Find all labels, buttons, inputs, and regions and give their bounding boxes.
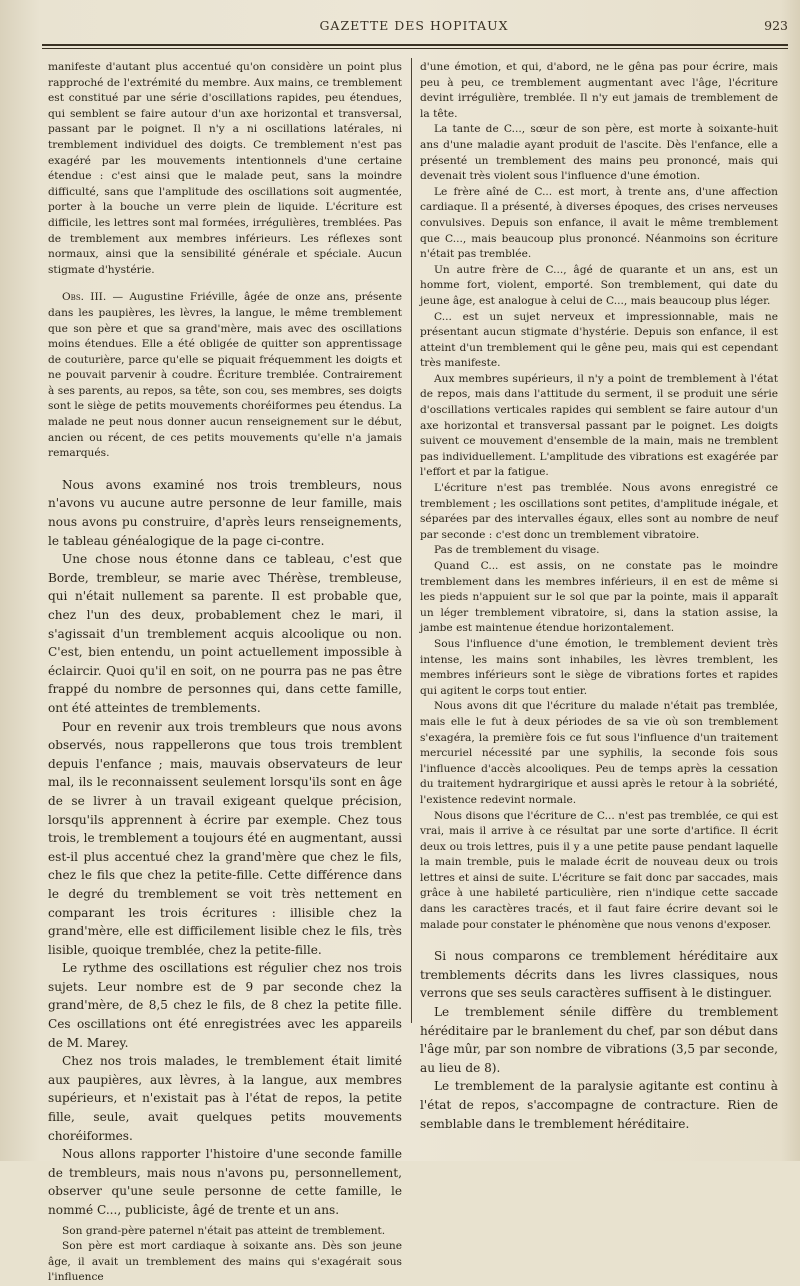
left-column <box>48 60 403 1284</box>
column-divider <box>411 58 412 1023</box>
paragraph: Si nous comparons ce tremblement héréditaire aux tremblements décrits dans les livres classiques, nous verrons que ses seuls caractères suffisent à le distinguer. <box>420 949 778 1001</box>
paragraph: Nous avons examiné nos trois trembleurs, nous n'avons vu aucune autre personne de leur famille, mais nous avons pu construire, d'après leurs renseignements, le tableau généalogique de la page ci-contre. <box>48 477 402 548</box>
paragraph: d'une émotion, et qui, d'abord, ne le gêna pas pour écrire, mais peu à peu, ce tremblement augmentant avec l'âge, l'écriture devint irrégulière, tremblée. Il n'y eut jamais de tremblement de la tête. <box>420 61 778 120</box>
paragraph: Nous allons rapporter l'histoire d'une seconde famille de trembleurs, mais nous n'avons pu, personnellement, observer qu'une seule personne de cette famille, le nommé C..., publiciste, âgé de trente et un ans. <box>48 1147 402 1217</box>
paragraph: Son grand-père paternel n'était pas atteint de tremblement. <box>62 1224 386 1237</box>
paragraph: Pas de tremblement du visage. <box>434 544 600 557</box>
paragraph: Un autre frère de C..., âgé de quarante et un ans, est un homme fort, violent, emporté. Son tremblement, qui date du jeune âge, est analogue à celui de C..., mais beaucoup plus léger. <box>420 263 778 307</box>
paragraph: Le tremblement sénile diffère du tremblement héréditaire par le branlement du chef, par son début dans l'âge mûr, par son nombre de vibrations (3,5 par seconde, au lieu de 8). <box>420 1005 778 1075</box>
paragraph: C... est un sujet nerveux et impressionnable, mais ne présentant aucun stigmate d'hystérie. Depuis son enfance, il est atteint d'un tremblement qui le gêne peu, mais qui est cependant très manifeste. <box>420 310 778 370</box>
paragraph: L'écriture n'est pas tremblée. Nous avons enregistré ce tremblement ; les oscillations sont petites, d'amplitude inégale, et séparées par des intervalles égaux, elles sont au nombre de neuf par seconde : c'est donc un tremblement vibratoire. <box>420 482 778 541</box>
paragraph: Quand C... est assis, on ne constate pas le moindre tremblement dans les membres inférieurs, il en est de même si les pieds n'appuient sur le sol que par la pointe, mais il apparaît un léger tremblement vibratoire, si, dans la station assise, la jambe est maintenue étendue horizontalement. <box>420 560 778 635</box>
paragraph: Nous avons dit que l'écriture du malade n'était pas tremblée, mais elle le fut à deux périodes de sa vie où son tremblement s'exagéra, la première fois ce fut sous l'influence d'un traitement mercuriel nécessité par une syphilis, la seconde fois sous l'influence d'accès alcooliques. Peu de temps après la cessation du traitement hydrargirique et aussi après le retour à la sobriété, l'existence redevint normale. <box>420 700 778 806</box>
right-column <box>420 60 778 1140</box>
paragraph: Nous disons que l'écriture de C... n'est pas tremblée, ce qui est vrai, mais il arrive à ce résultat par une sorte d'artifice. Il écrit deux ou trois lettres, puis il y a une petite pause pendant laquelle la main tremble, puis le malade écrit de nouveau deux ou trois lettres et ainsi de suite. L'écriture se fait donc par saccades, mais grâce à une habileté particulière, rien n'indique cette saccade dans les caractères tracés, et il faut faire écrire devant soi le malade pour constater le phénomène que nous venons d'exposer. <box>420 809 778 931</box>
observation-label: Obs. III. <box>62 291 107 304</box>
header-rule-thin <box>42 48 788 49</box>
page-number: 923 <box>764 18 788 33</box>
paragraph: Le frère aîné de C... est mort, à trente ans, d'une affection cardiaque. Il a présenté, à diverses époques, des crises nerveuses convulsives. Depuis son enfance, il avait le même tremblement que C..., mais beaucoup plus prononcé. Néanmoins son écriture n'était pas tremblée. <box>420 185 778 261</box>
paragraph: Aux membres supérieurs, il n'y a point de tremblement à l'état de repos, mais dans l'attitude du serment, il se produit une série d'oscillations verticales rapides qui semblent se faire autour d'un axe horizontal et transversal passant par le poignet. Les doigts suivent ce mouvement d'ensemble de la main, mais ne tremblent pas individuellement. L'amplitude des vibrations est exagérée par l'effort et par la fatigue. <box>420 372 778 479</box>
observation-text: — Augustine Friéville, âgée de onze ans, présente dans les paupières, les lèvres, la langue, le même tremblement que son père et que sa grand'mère, mais avec des oscillations moins étendues. Elle a été obligée de quitter son apprentissage de couturière, parce qu'elle se piquait fréquemment les doigts et ne pouvait parvenir à coudre. Écriture tremblée. Contrairement à ses parents, au repos, sa tête, son cou, ses membres, ses doigts sont le siège de petits mouvements choréiformes peu étendus. La malade ne peut nous donner aucun renseignement sur le début, ancien ou récent, de ces petits mouvements qu'elle n'a jamais remarqués. <box>48 291 403 460</box>
spacer <box>48 462 402 476</box>
header-rule-thick <box>42 44 788 46</box>
spacer <box>48 278 402 290</box>
paragraph: manifeste d'autant plus accentué qu'on considère un point plus rapproché de l'extrémité du membre. Aux mains, ce tremblement est constitué par une série d'oscillations rapides, peu étendues, qui semblent se faire autour d'un axe horizontal et transversal, passant par le poignet. Il n'y a ni oscillations latérales, ni tremblement individuel des doigts. Ce tremblement n'est pas exagéré par les mouvements intentionnels d'une certaine étendue : c'est ainsi que le malade peut, sans la moindre difficulté, sans que l'amplitude des oscillations soit augmentée, porter à la bouche un verre plein de liquide. L'écriture est difficile, les lettres sont mal formées, irrégulières, tremblées. Pas de tremblement aux membres inférieurs. Les réflexes sont normaux, ainsi que la sensibilité générale et spéciale. Aucun stigmate d'hystérie. <box>48 61 402 276</box>
observation-paragraph <box>48 290 402 462</box>
paragraph: Sous l'influence d'une émotion, le tremblement devient très intense, les mains sont inhabiles, les lèvres tremblent, les membres inférieurs sont le siège de vibrations fortes et rapides qui agitent le corps tout entier. <box>420 637 778 697</box>
paragraph: La tante de C..., sœur de son père, est morte à soixante-huit ans d'une maladie ayant produit de l'ascite. Dès l'enfance, elle a présenté un tremblement des mains peu prononcé, mais qui devenait très violent sous l'influence d'une émotion. <box>420 123 778 183</box>
paragraph: Son père est mort cardiaque à soixante ans. Dès son jeune âge, il avait un tremblement des mains qui s'exagérait sous l'influence <box>48 1240 402 1284</box>
paragraph: Une chose nous étonne dans ce tableau, c'est que Borde, trembleur, se marie avec Thérèse, trembleuse, qui n'était nullement sa parente. Il est probable que, chez l'un des deux, probablement chez le mari, il s'agissait d'un tremblement acquis alcoolique ou non. C'est, bien entendu, un point actuellement impossible à éclaircir. Quoi qu'il en soit, on ne pourra pas ne pas être frappé du nombre de personnes qui, dans cette famille, ont été atteintes de tremblements. <box>48 552 402 715</box>
journal-title: GAZETTE DES HOPITAUX <box>319 18 509 33</box>
paragraph: Le rythme des oscillations est régulier chez nos trois sujets. Leur nombre est de 9 par seconde chez la grand'mère, de 8,5 chez le fils, de 8 chez la petite fille. Ces oscillations ont été enregistrées avec les appareils de M. Marey. <box>48 961 402 1050</box>
paragraph: Le tremblement de la paralysie agitante est continu à l'état de repos, s'accompagne de contracture. Rien de semblable dans le tremblement héréditaire. <box>420 1079 778 1131</box>
page-header <box>40 18 788 38</box>
spacer <box>420 933 778 947</box>
paragraph: Pour en revenir aux trois trembleurs que nous avons observés, nous rappellerons que tous trois tremblent depuis l'enfance ; mais, mauvais observateurs de leur mal, ils le reconnaissent seulement lorsqu'ils sont en âge de se livrer à un travail exigeant quelque précision, lorsqu'ils apprennent à écrire par exemple. Chez tous trois, le tremblement a toujours été en augmentant, aussi est-il plus accentué chez la grand'mère que chez le fils, chez le fils que chez la petite-fille. Cette différence dans le degré du tremblement se voit très nettement en comparant les trois écritures : illisible chez la grand'mère, elle est difficilement lisible chez le fils, très lisible, quoique tremblée, chez la petite-fille. <box>48 719 402 957</box>
paragraph: Chez nos trois malades, le tremblement était limité aux paupières, aux lèvres, à la langue, aux membres supérieurs, et n'existait pas à l'état de repos, la petite fille, seule, avait quelques petits mouvements choréiformes. <box>48 1054 402 1143</box>
